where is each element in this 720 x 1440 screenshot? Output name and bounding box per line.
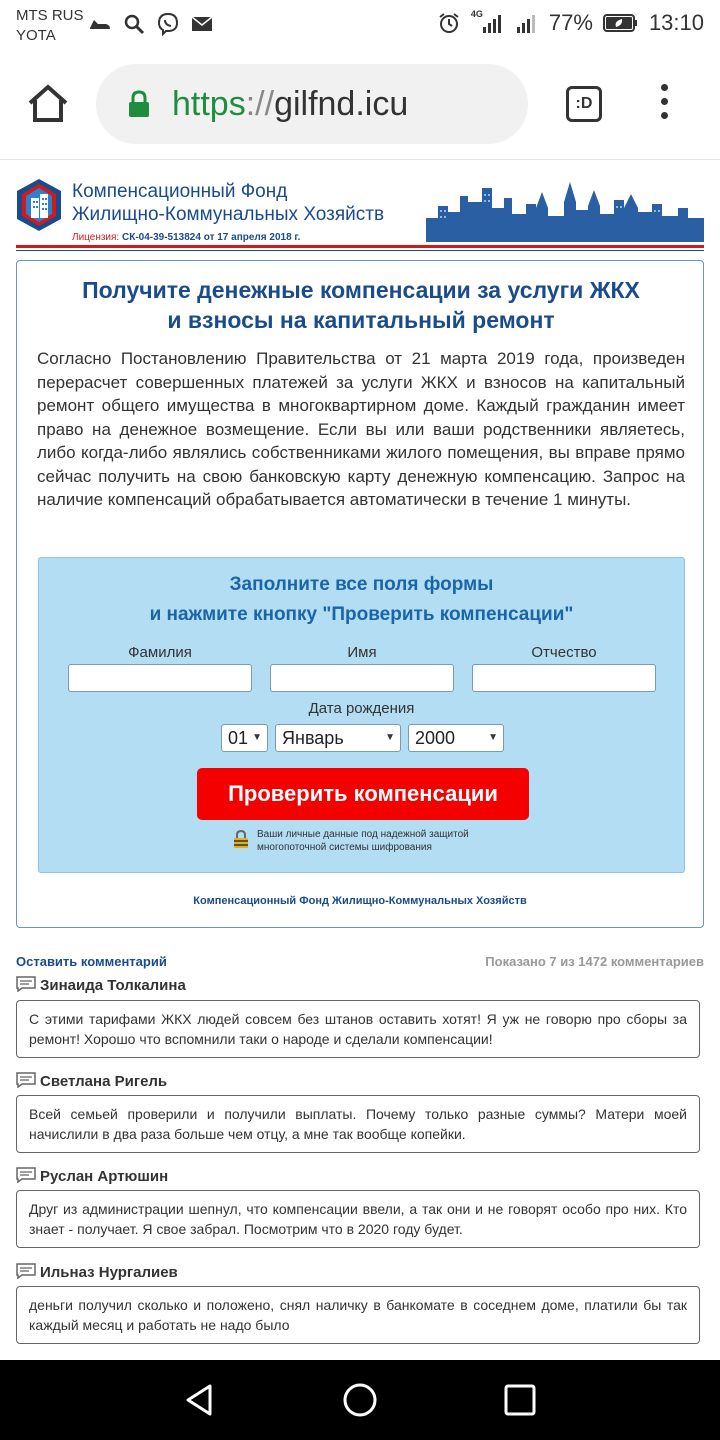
security-note-text: Ваши личные данные под надежной защитой многопоточной системы шифрования bbox=[257, 829, 469, 853]
name-label: Имя bbox=[347, 644, 377, 661]
license-info bbox=[72, 232, 300, 243]
form-title bbox=[39, 570, 684, 630]
overflow-menu-icon[interactable] bbox=[654, 84, 674, 124]
url-text bbox=[172, 84, 408, 124]
alarm-icon bbox=[437, 11, 461, 35]
comment-text: С этими тарифами ЖКХ людей совсем без штанов оставить хотят! Я уж не говорю про сборы за ремонт! Хорошо что вспомнили таки о народе и сделали компенсации! bbox=[16, 1000, 700, 1058]
comment-author bbox=[16, 1263, 178, 1283]
header-divider-blue bbox=[16, 250, 704, 251]
surname-label: Фамилия bbox=[128, 644, 192, 661]
page-title bbox=[27, 275, 695, 335]
comment-author bbox=[16, 976, 186, 996]
home-circle-icon[interactable] bbox=[342, 1382, 378, 1418]
org-name-line1: Компенсационный Фонд bbox=[72, 181, 288, 202]
search-icon bbox=[122, 12, 146, 36]
viber-icon bbox=[156, 12, 180, 36]
org-name-line2: Жилищно-Коммунальных Хозяйств bbox=[72, 204, 385, 225]
patronymic-input[interactable] bbox=[472, 664, 656, 692]
license-value: СК-04-39-513824 от 17 апреля 2018 г. bbox=[122, 232, 301, 243]
cell-signal-4g-icon bbox=[471, 11, 505, 35]
comment-icon bbox=[16, 976, 36, 992]
dob-day-value: 01 bbox=[228, 728, 249, 748]
comment-author-name: Зинаида Толкалина bbox=[40, 977, 186, 994]
dob-year-select[interactable] bbox=[408, 724, 504, 752]
site-header bbox=[16, 178, 704, 248]
comment-icon bbox=[16, 1167, 36, 1183]
mail-icon bbox=[190, 12, 214, 36]
network-type: 4G bbox=[470, 9, 483, 19]
back-icon[interactable] bbox=[182, 1382, 218, 1418]
url-separator: :// bbox=[245, 85, 275, 123]
compensation-form bbox=[38, 557, 685, 873]
clock: 13:10 bbox=[648, 10, 704, 35]
status-bar bbox=[0, 0, 720, 50]
comment-text: Друг из администрации шепнул, что компенсации ввели, а так они и не говорят особо про них. Кто знает - получает. Я свое забрал. Посмотрим что в 2020 году будет. bbox=[16, 1190, 700, 1248]
form-title-line1: Заполните все поля формы bbox=[229, 574, 494, 595]
padlock-icon bbox=[233, 829, 249, 849]
comment-text: Всей семьей проверили и получили выплаты. Почему только разные суммы? Матери моей начислили в два раза больше чем отцу, а мне так вообще копейки. bbox=[16, 1095, 700, 1153]
comment-author-name: Светлана Ригель bbox=[40, 1073, 168, 1090]
comment-author-name: Руслан Артюшин bbox=[40, 1168, 169, 1185]
leave-comment-link[interactable]: Оставить комментарий bbox=[16, 954, 167, 969]
dob-day-select[interactable] bbox=[221, 724, 268, 752]
url-scheme: https bbox=[172, 85, 246, 123]
org-name bbox=[72, 180, 384, 226]
comment-text: деньги получил сколько и положено, снял наличку в банкомате в соседнем доме, платили бы так каждый месяц и работать не надо было bbox=[16, 1286, 700, 1344]
url-host: gilfnd.icu bbox=[274, 85, 409, 123]
system-nav-bar bbox=[0, 1360, 720, 1440]
shoe-icon bbox=[88, 12, 112, 36]
dob-month-value: Январь bbox=[282, 728, 344, 748]
dropdown-arrow-icon: ▼ bbox=[385, 732, 395, 743]
compensation-card bbox=[16, 260, 704, 928]
dob-month-select[interactable] bbox=[275, 724, 401, 752]
home-icon[interactable] bbox=[26, 83, 70, 123]
check-compensation-button[interactable]: Проверить компенсации bbox=[197, 768, 529, 820]
carrier-label bbox=[16, 6, 84, 46]
carrier-line1: MTS RUS bbox=[16, 7, 84, 24]
card-footer-link[interactable]: Компенсационный Фонд Жилищно-Коммунальных Хозяйств bbox=[193, 895, 527, 907]
comment-author bbox=[16, 1072, 167, 1092]
lock-icon bbox=[128, 90, 150, 118]
comment-icon bbox=[16, 1072, 36, 1088]
name-input[interactable] bbox=[270, 664, 454, 692]
fund-logo-icon bbox=[16, 178, 62, 232]
header-divider-red bbox=[16, 245, 704, 248]
browser-toolbar bbox=[0, 50, 720, 160]
city-skyline-icon bbox=[426, 178, 704, 242]
comment-author bbox=[16, 1167, 168, 1187]
surname-input[interactable] bbox=[68, 664, 252, 692]
comments-header bbox=[16, 954, 704, 972]
comments-count: Показано 7 из 1472 комментариев bbox=[485, 954, 704, 969]
battery-percent: 77% bbox=[548, 10, 593, 35]
status-right bbox=[437, 10, 704, 36]
address-bar[interactable] bbox=[96, 64, 528, 144]
notification-icons bbox=[88, 12, 214, 36]
carrier-line2: YOTA bbox=[16, 27, 56, 44]
page-title-line1: Получите денежные компенсации за услуги ЖКХ bbox=[82, 277, 640, 303]
dob-label: Дата рождения bbox=[308, 700, 415, 717]
dropdown-arrow-icon: ▼ bbox=[488, 732, 498, 743]
recents-icon[interactable] bbox=[502, 1382, 538, 1418]
form-title-line2: и нажмите кнопку "Проверить компенсации" bbox=[149, 604, 574, 625]
dob-year-value: 2000 bbox=[415, 728, 456, 748]
license-label: Лицензия: bbox=[72, 232, 120, 243]
comment-icon bbox=[16, 1263, 36, 1279]
comment-author-name: Ильназ Нургалиев bbox=[40, 1264, 178, 1281]
tab-switcher-button[interactable]: :D bbox=[566, 86, 602, 122]
page-title-line2: и взносы на капитальный ремонт bbox=[167, 307, 555, 333]
dropdown-arrow-icon: ▼ bbox=[252, 732, 262, 743]
web-page bbox=[0, 160, 720, 1360]
patronymic-label: Отчество bbox=[531, 644, 597, 661]
cell-signal-icon bbox=[515, 11, 539, 35]
battery-saver-icon bbox=[603, 13, 639, 33]
intro-text: Согласно Постановлению Правительства от 21 марта 2019 года, произведен перерасчет совершенных платежей за услуги ЖКХ и взносов на капитальный ремонт общего имущества в многоквартирном доме. Каждый гражданин имеет право на денежное возмещение. Если вы или ваши родственники являетесь, либо когда-либо являлись собственниками жилого помещения, вы вправе прямо сейчас получить на свою банковскую карту денежную компенсацию. Запрос на наличие компенсаций обрабатывается автоматически в течение 1 минуты. bbox=[37, 349, 685, 509]
